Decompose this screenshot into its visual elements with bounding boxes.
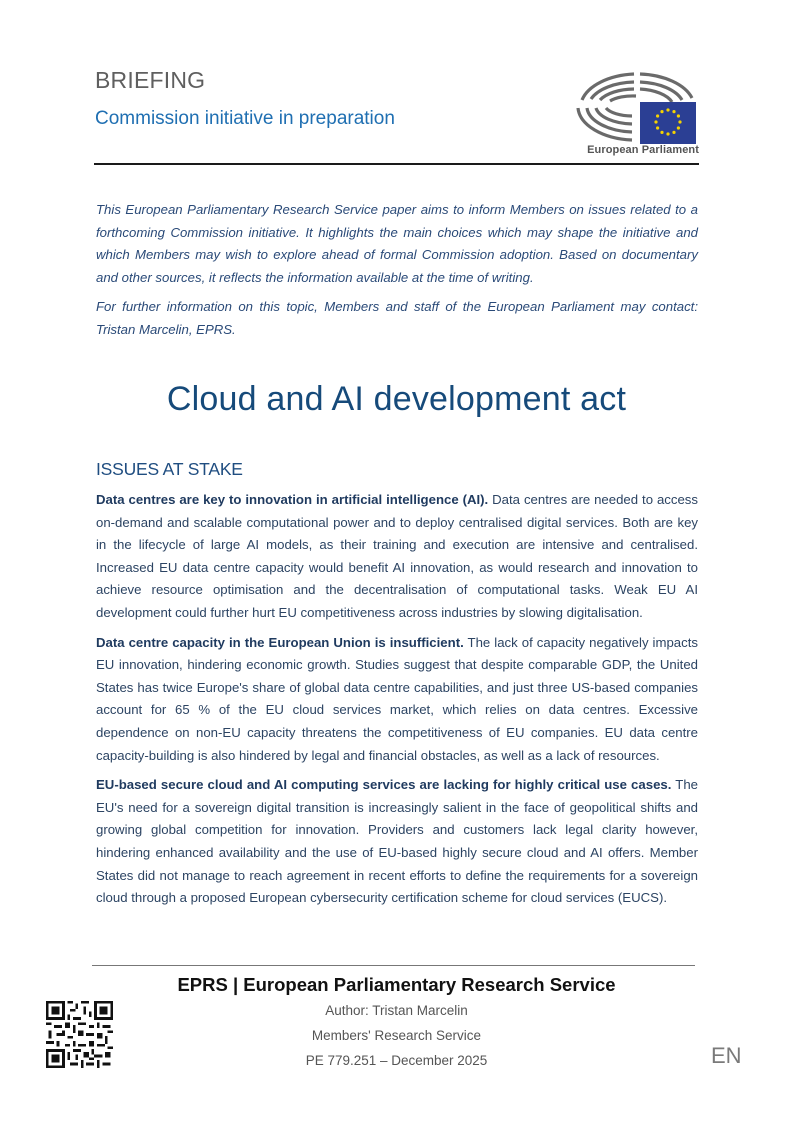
- language-label: EN: [711, 1043, 742, 1068]
- footer-divider: [92, 965, 695, 966]
- footer-reference: PE 779.251 – December 2025: [305, 1053, 488, 1068]
- paragraph-text: The EU's need for a sovereign digital transition is increasingly salient in the face of geopolitical shifts and growing global competition for innovation. Providers and customers lack legal clarity however, hindering enhanced availability and the use of EU-based highly secure cloud and AI offers. Member States did not manage to reach agreement in recent efforts to define the requirements for a sovereign cloud through a proposed European cybersecurity certification scheme for cloud services (EUCS).: [96, 777, 698, 906]
- contact-paragraph: For further information on this topic, Members and staff of the European Parliament may contact: Tristan Marcelin, EPRS.: [96, 299, 698, 337]
- paragraph-text: Data centres are needed to access on-demand and scalable computational power and to deploy centralised digital services. Both are key in the lifecycle of large AI models, as their training and execution are intensive and centralised. Increased EU data centre capacity would benefit AI innovation, as would research and innovation to achieve resource optimisation and the decentralisation of computational tasks. Weak EU AI development could further hurt EU competitiveness across industries by slowing digitalisation.: [96, 492, 698, 620]
- body-paragraph: [96, 632, 698, 768]
- logo-caption: European Parliament: [587, 144, 699, 156]
- body-paragraph: [96, 774, 698, 910]
- paragraph-lead: Data centres are key to innovation in artificial intelligence (AI).: [96, 492, 489, 507]
- section-heading: ISSUES AT STAKE: [96, 459, 243, 479]
- footer-organisation: EPRS | European Parliamentary Research Service: [177, 974, 616, 995]
- footer-service: Members' Research Service: [311, 1028, 482, 1043]
- intro-box: [96, 199, 698, 349]
- intro-paragraph: This European Parliamentary Research Service paper aims to inform Members on issues related to a forthcoming Commission initiative. It highlights the main choices which may shape the initiative and which Members may wish to explore ahead of formal Commission adoption. Based on documentary and other sources, it reflects the information available at the time of writing.: [96, 202, 698, 285]
- paragraph-lead: Data centre capacity in the European Union is insufficient.: [96, 634, 464, 650]
- section-body: [96, 489, 698, 917]
- paragraph-lead: EU-based secure cloud and AI computing services are lacking for highly critical use cases.: [96, 777, 672, 793]
- footer-author: Author: Tristan Marcelin: [325, 1003, 468, 1018]
- qr-code-icon[interactable]: [46, 1001, 113, 1068]
- document-type-label: BRIEFING: [95, 67, 206, 93]
- document-subtitle: Commission initiative in preparation: [95, 108, 395, 129]
- header-divider: [94, 163, 699, 165]
- body-paragraph: [96, 489, 698, 625]
- paragraph-text: The lack of capacity negatively impacts EU innovation, hindering economic growth. Studies suggest that despite comparable GDP, the United States has twice Europe's share of global data centre capabilities, and just three US-based companies account for 65 % of the EU cloud services market, which relies on data centres. Excessive dependence on non-EU capacity threatens the competitiveness of EU companies. EU data centre capacity-building is also hindered by legal and financial obstacles, as well as a lack of resources.: [96, 634, 698, 763]
- page-title: Cloud and AI development act: [166, 380, 627, 418]
